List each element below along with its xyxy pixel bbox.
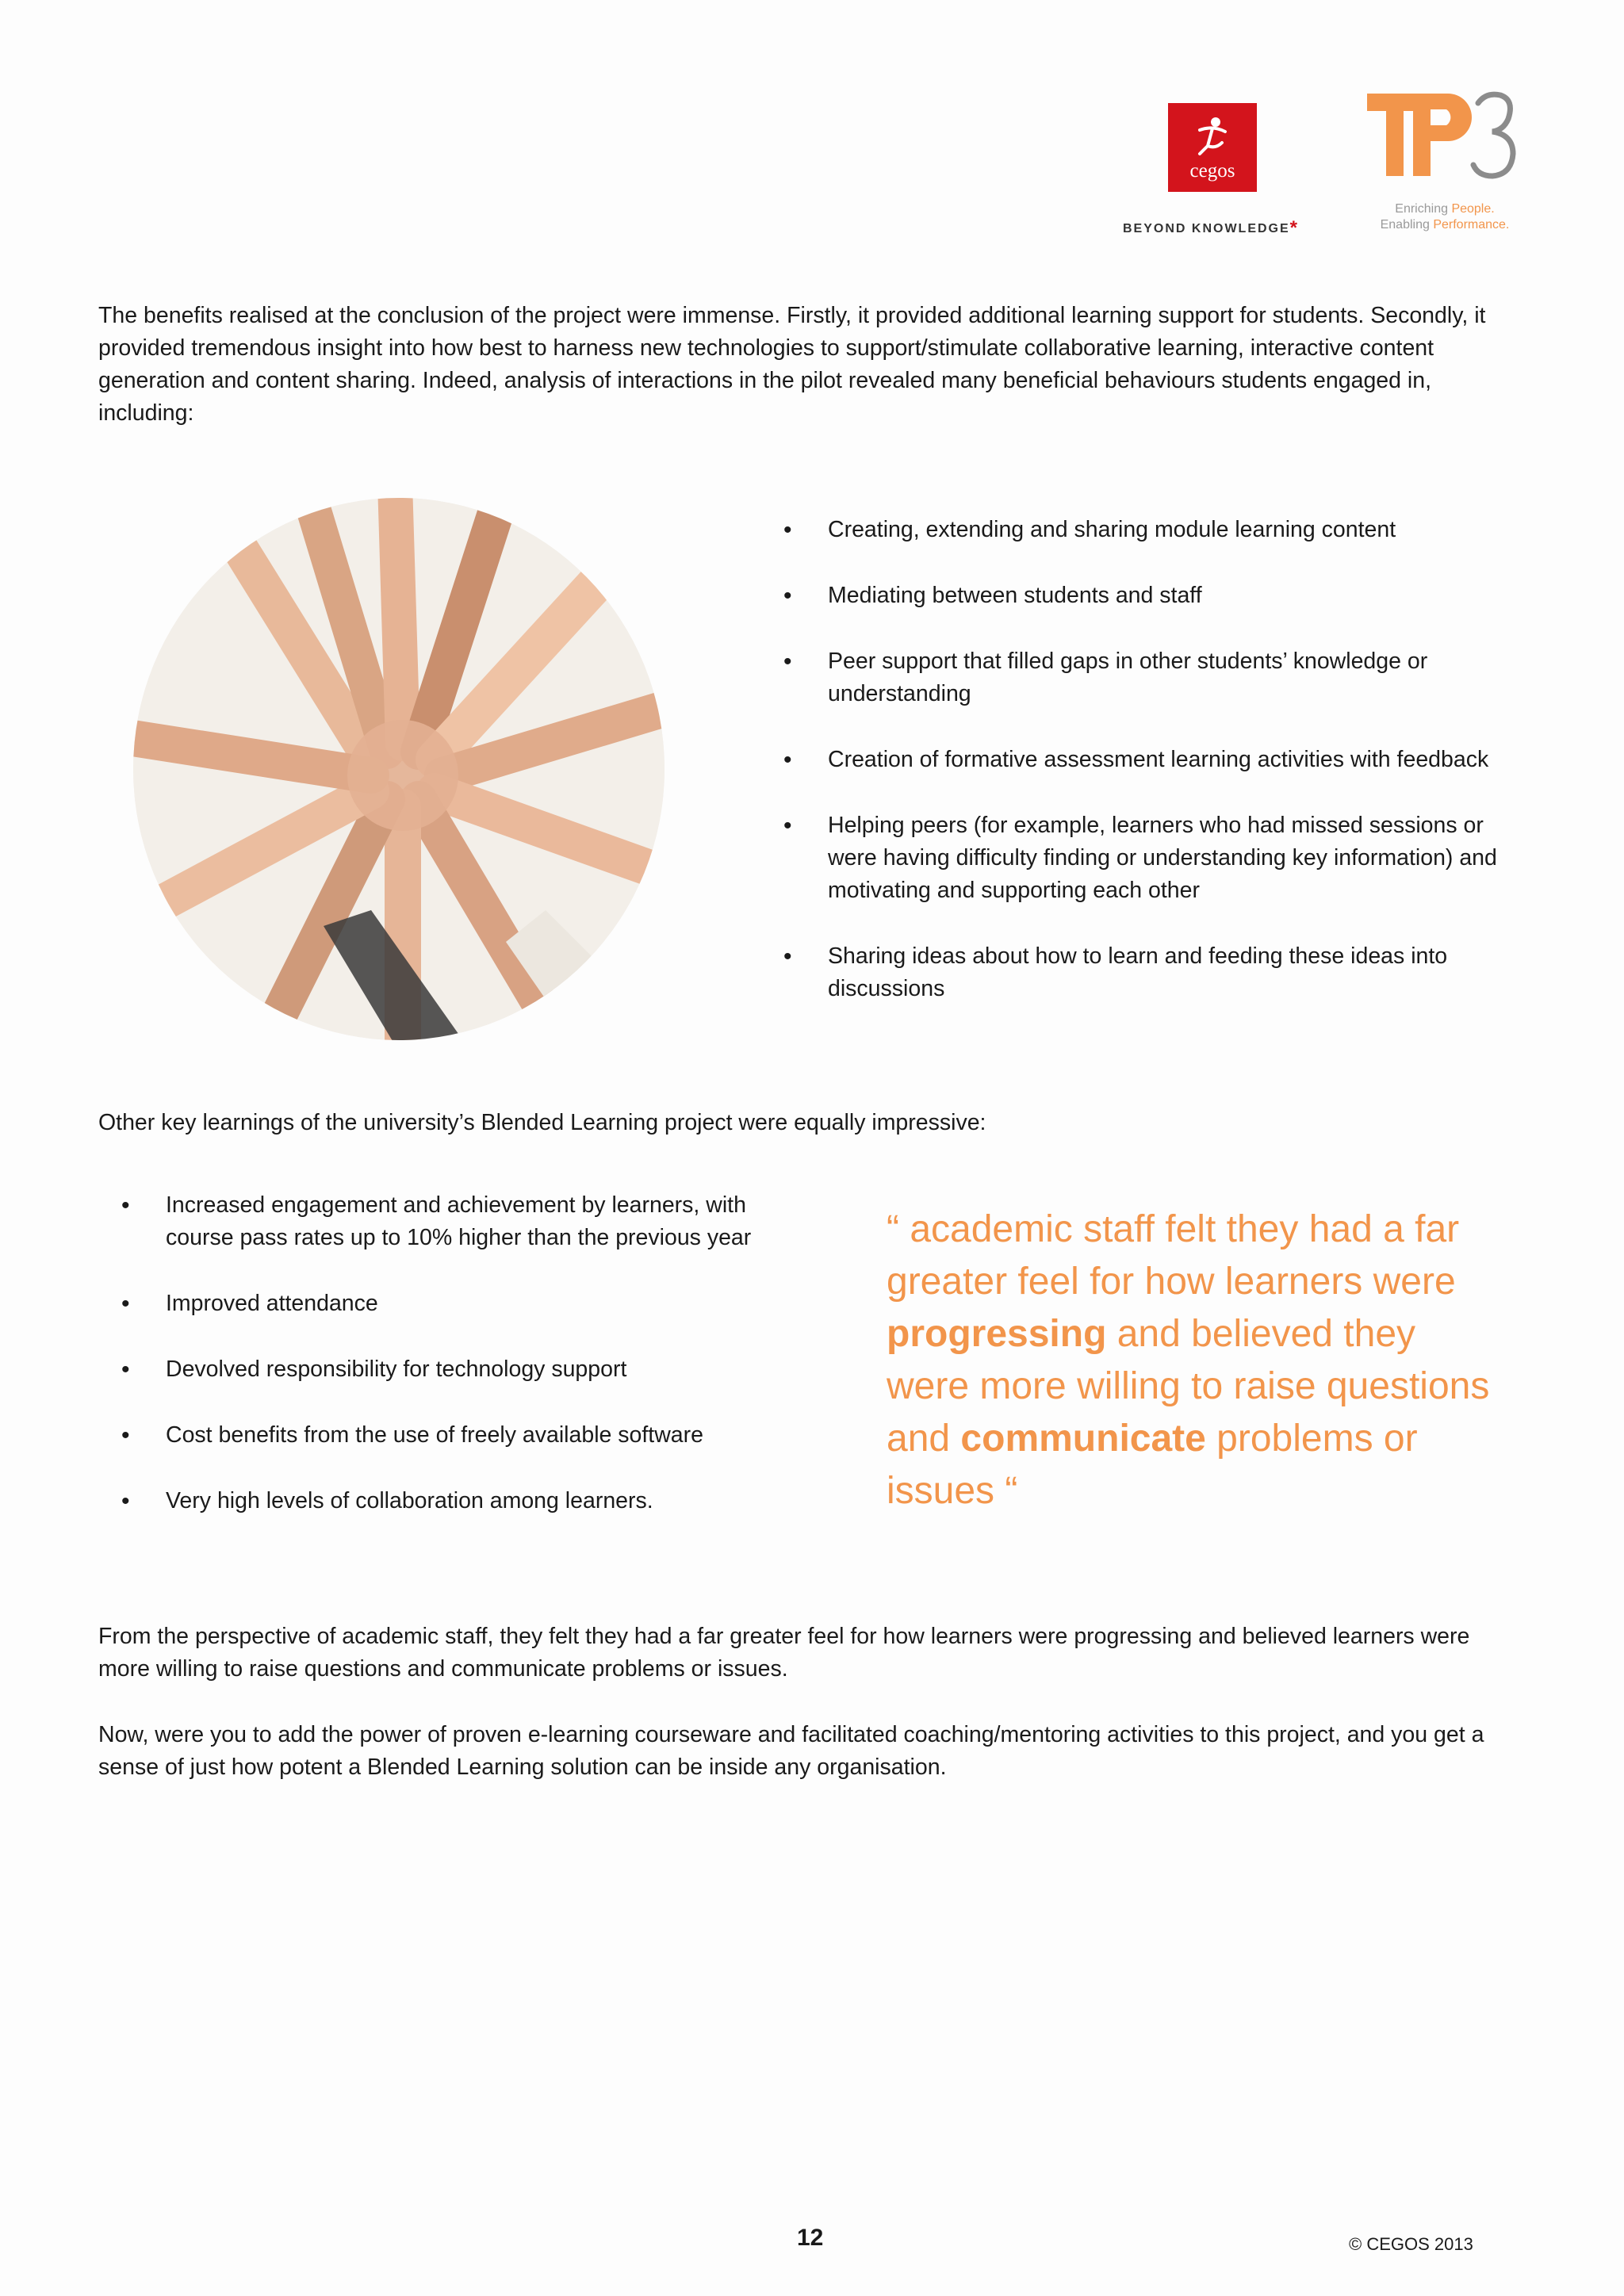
pull-quote xyxy=(887,1203,1505,1517)
key-learnings-intro: Other key learnings of the university’s Blended Learning project were equally impressive: xyxy=(98,1110,986,1135)
cegos-logo xyxy=(1168,103,1257,192)
list-item: • Creating, extending and sharing module learning content xyxy=(828,514,1526,546)
list-item: • Sharing ideas about how to learn and feeding these ideas into discussions xyxy=(828,940,1526,1005)
tp3-tagline-line-2 xyxy=(1365,217,1524,233)
copyright-notice: © CEGOS 2013 xyxy=(1349,2234,1473,2254)
tp3-tagline-highlight: People. xyxy=(1451,202,1495,216)
behaviours-list xyxy=(828,514,1526,1039)
tp3-tagline-text: Enabling xyxy=(1380,218,1434,232)
cegos-tagline-text: BEYOND KNOWLEDGE xyxy=(1123,222,1290,235)
tagline-star: * xyxy=(1289,217,1300,239)
quote-text: academic staff felt they had a far greater feel for how learners were xyxy=(887,1208,1460,1303)
key-learnings-list xyxy=(166,1189,800,1551)
list-item: • Peer support that filled gaps in other students’ knowledge or understanding xyxy=(828,645,1526,710)
tp3-tagline-highlight: Performance. xyxy=(1433,218,1510,232)
tp3-tagline-text: Enriching xyxy=(1395,202,1452,216)
cegos-wordmark: cegos xyxy=(1189,160,1235,182)
list-item: • Cost benefits from the use of freely available software xyxy=(166,1419,800,1452)
quote-emphasis: communicate xyxy=(960,1418,1206,1460)
closing-paragraph: Now, were you to add the power of proven e-learning courseware and facilitated coaching/mentoring activities to this project, and you get a sense of just how potent a Blended Learning solution can be inside any organisation. xyxy=(98,1722,1484,1780)
list-item: • Devolved responsibility for technology support xyxy=(166,1353,800,1386)
list-item: • Improved attendance xyxy=(166,1288,800,1320)
tp3-tagline-line-1 xyxy=(1365,201,1524,217)
cegos-figure-icon xyxy=(1168,111,1257,159)
quote-close-mark: “ xyxy=(1005,1470,1018,1512)
tp3-tagline xyxy=(1365,201,1524,233)
intro-paragraph: The benefits realised at the conclusion of the project were immense. Firstly, it provided additional learning support for students. Secondly, it provided tremendous insight into how best to harness new technologies to support/stimulate collaborative learning, interactive content generation and content sharing. Indeed, analysis of interactions in the pilot revealed many beneficial behaviours students engaged in, including: xyxy=(98,303,1486,426)
quote-open-mark: “ xyxy=(887,1208,899,1250)
cegos-tagline xyxy=(1123,216,1299,238)
list-item: • Very high levels of collaboration among learners. xyxy=(166,1485,800,1517)
list-item: • Increased engagement and achievement by learners, with course pass rates up to 10% higher than the previous year xyxy=(166,1189,800,1254)
staff-perspective-paragraph: From the perspective of academic staff, they felt they had a far greater feel for how learners were progressing and believed learners were more willing to raise questions and communicate problems or issues. xyxy=(98,1624,1470,1682)
list-item: • Creation of formative assessment learning activities with feedback xyxy=(828,744,1526,776)
hands-illustration xyxy=(133,498,665,1040)
tp3-logo xyxy=(1365,89,1524,192)
page-number: 12 xyxy=(797,2225,824,2251)
quote-emphasis: progressing xyxy=(887,1313,1107,1355)
quote-text: and believed they were more willing to raise questions and xyxy=(887,1313,1490,1460)
quote-text: problems or issues xyxy=(887,1418,1418,1512)
list-item: • Helping peers (for example, learners who had missed sessions or were having difficulty finding or understanding key information) and motivating and supporting each other xyxy=(828,809,1526,907)
list-item: • Mediating between students and staff xyxy=(828,580,1526,612)
hands-together-photo xyxy=(133,498,665,1040)
